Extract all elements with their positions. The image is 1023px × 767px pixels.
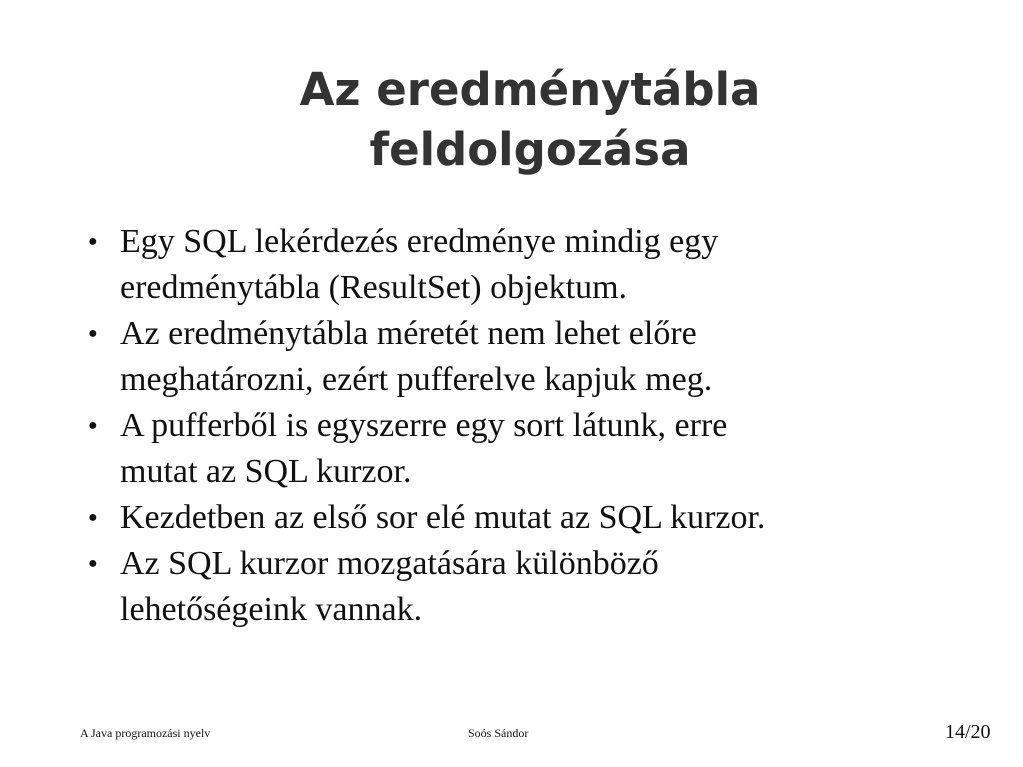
bullet-text-line: Az eredménytábla méretét nem lehet előre (120, 315, 697, 352)
bullet-text-line: mutat az SQL kurzor. (120, 453, 412, 490)
slide-title (230, 60, 830, 180)
footer-page-number: 14/20 (945, 721, 991, 743)
bullet-item (80, 403, 980, 495)
bullet-dot-icon: ● (88, 325, 98, 342)
slide-title-line-2: feldolgozása (369, 123, 691, 176)
bullet-text-line: lehetőségeink vannak. (120, 591, 423, 628)
bullet-dot-icon: ● (88, 233, 98, 250)
bullet-item (80, 495, 980, 541)
bullet-dot-icon: ● (88, 555, 98, 572)
slide-title-line-1: Az eredménytábla (299, 63, 761, 116)
bullet-text-line: eredménytábla (ResultSet) objektum. (120, 269, 628, 306)
bullet-item (80, 541, 980, 633)
footer-author: Soós Sándor (468, 726, 529, 740)
bullet-item (80, 311, 980, 403)
bullet-item (80, 219, 980, 311)
bullet-text-line: A pufferből is egyszerre egy sort látunk, erre (120, 407, 728, 444)
bullet-text-line: Kezdetben az első sor elé mutat az SQL kurzor. (120, 499, 766, 536)
bullet-dot-icon: ● (88, 417, 98, 434)
bullet-text-line: meghatározni, ezért pufferelve kapjuk meg. (120, 361, 713, 398)
bullet-list (80, 219, 980, 633)
bullet-text-line: Az SQL kurzor mozgatására különböző (120, 545, 659, 582)
bullet-dot-icon: ● (88, 509, 98, 526)
bullet-text-line: Egy SQL lekérdezés eredménye mindig egy (120, 223, 719, 260)
footer-course-title: A Java programozási nyelv (80, 726, 211, 740)
